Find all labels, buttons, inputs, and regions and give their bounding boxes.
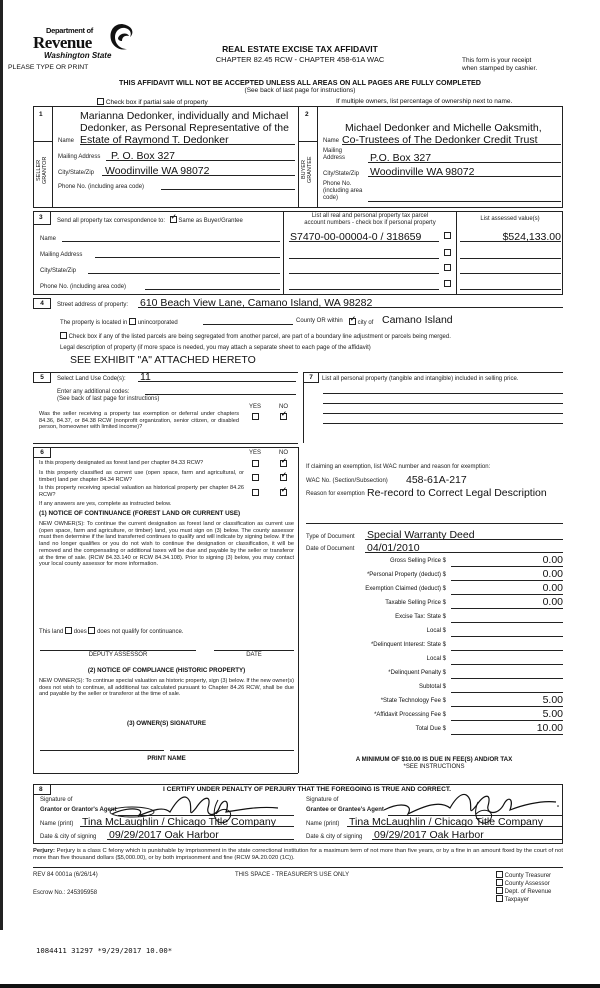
does-label: does [73,629,87,635]
personal-property-line-3[interactable] [323,413,563,414]
amount-value[interactable]: 0.00 [542,596,563,608]
city-of-label: city of [357,320,374,326]
amount-label: Taxable Selling Price $ [385,600,446,606]
amount-label: Excise Tax: State $ [395,614,446,620]
section-3-number: 3 [39,214,43,221]
this-land-label: This land [39,629,64,635]
divider [298,447,299,773]
parcel-header-2: account numbers - check box if personal property [304,219,436,226]
amount-label: *Affidavit Processing Fee $ [374,712,446,718]
logo-line2: Revenue [33,33,92,52]
scan-edge [0,0,3,930]
buyer-name-line2[interactable]: Co-Trustees of The Dedonker Credit Trust [342,134,538,146]
amount-label: Total Due $ [415,726,446,732]
grantor-date-label: Date & city of signing [40,834,97,840]
assessor-date-line[interactable] [214,650,294,651]
reason-extra-line[interactable] [306,523,563,524]
grantee-label: GRANTEE [307,156,314,184]
land-use-field[interactable] [138,381,296,382]
form-title: REAL ESTATE EXCISE TAX AFFIDAVIT [222,44,378,54]
grantor-name-field[interactable] [80,826,294,827]
forest-yes-checkbox[interactable] [252,460,259,467]
grantee-name-label: Name (print) [306,821,340,827]
personal-property-line-2[interactable] [323,403,563,404]
treasurer-use: THIS SPACE - TREASURER'S USE ONLY [235,872,350,878]
perjury-note [33,848,563,862]
amount-delinquent-interest-state[interactable] [305,640,563,651]
no-header-6: NO [279,450,288,456]
copy-checkbox[interactable] [496,887,503,894]
amount-line[interactable] [451,734,563,735]
buyer-mailing-field[interactable] [368,162,561,163]
amount-personal-property[interactable] [305,570,563,581]
historic-no-checkbox[interactable] [280,489,287,496]
amount-line[interactable] [451,664,563,665]
owner-signature-line-2[interactable] [170,750,294,751]
wac-label: WAC No. (Section/Subsection) [306,478,388,484]
grantee-sig-label-2: Grantee or Grantee's Agent [306,807,384,813]
forest-yes[interactable] [252,460,259,468]
historic-no[interactable] [280,489,287,497]
exemption-yes[interactable] [252,413,259,421]
correspondence-row [57,216,243,225]
amount-label: *Personal Property (deduct) $ [366,572,446,578]
street-value[interactable]: 610 Beach View Lane, Camano Island, WA 98282 [140,297,373,309]
form-subtitle: CHAPTER 82.45 RCW - CHAPTER 458-61A WAC [215,55,385,64]
amount-value[interactable]: 5.00 [542,708,563,720]
seller-label: SELLER [36,159,42,181]
parcel-field-1[interactable] [289,241,439,242]
amount-line[interactable] [451,594,563,595]
seller-mailing-value[interactable]: P. O. Box 327 [111,150,176,162]
divider [33,867,563,868]
section-6-number: 6 [33,447,51,458]
mailing-label-1: Mailing [323,148,343,154]
section-7-number: 7 [303,372,319,383]
city-of-value[interactable]: Camano Island [382,314,453,326]
assessed-field-1[interactable] [460,241,561,242]
assessed-field-3[interactable] [460,273,561,274]
question-current-use: Is this property classified as current use (open space, farm and agricultural, or timber) land per chapter 84.34 RCW? [39,470,244,483]
located-label: The property is located in [60,320,128,326]
notice1-title: (1) NOTICE OF CONTINUANCE (FOREST LAND OR CURRENT USE) [39,510,241,517]
amount-line[interactable] [451,622,563,623]
doc-date-value[interactable]: 04/01/2010 [367,542,420,554]
amount-value[interactable]: 5.00 [542,694,563,706]
historic-yes[interactable] [252,489,259,497]
amount-value[interactable]: 0.00 [542,554,563,566]
seller-name-line3[interactable]: Estate of Raymond T. Dedonker [80,134,229,146]
treasurer-stamp: 1084411 31297 *9/29/2017 10.00* [36,946,173,955]
divider [33,458,34,773]
owner-signature-title: (3) OWNER(S) SIGNATURE [127,720,206,727]
divider [283,211,284,295]
perjury-text: Perjury is a class C felony which is punishable by imprisonment in the state correctional institution for a maximum term of not more than five years, or by a fine in an amount fixed by the court of not more than five thousand dollars ($5,000.00), or by both imprisonment and fine (RCW 9A.20.020 (1C)). [33,848,563,861]
historic-yes-checkbox[interactable] [252,489,259,496]
seller-mailing-label: Mailing Address [58,154,101,160]
additional-codes-field[interactable] [145,394,296,395]
yes-header-6: YES [249,450,262,456]
divider [319,372,563,373]
section-1-number: 1 [39,111,43,118]
reason-label: Reason for exemption [306,491,365,497]
buyer-city-value[interactable]: Woodinville WA 98072 [370,166,475,178]
amount-line[interactable] [451,692,563,693]
exemption-no-checkbox[interactable] [280,413,287,420]
copy-taxpayer [496,895,529,904]
segregated-row [60,332,451,341]
parcel-field-2[interactable] [289,258,439,259]
grantor-sig-label-1: Signature of [40,797,73,803]
amount-value[interactable]: 10.00 [536,722,563,734]
reason-value[interactable]: Re-record to Correct Legal Description [367,487,547,499]
personal-property-checkbox[interactable] [444,264,451,271]
divider [33,773,298,774]
doc-type-label: Type of Document [306,534,355,540]
located-row [60,318,178,327]
amount-delinquent-interest-local[interactable] [305,654,563,665]
divider [456,211,457,295]
grantee-date-field[interactable] [372,839,563,840]
corr-mailing-label: Mailing Address [40,252,83,258]
perjury-label: Perjury: [33,848,55,854]
personal-property-checkbox[interactable] [444,249,451,256]
corr-name-field[interactable] [62,241,280,242]
logo-line3: Washington State [44,51,112,60]
does-not-label: does not qualify for continuance. [97,629,184,635]
amount-line[interactable] [451,566,563,567]
city-of-row [349,318,373,327]
county-field[interactable] [203,324,293,325]
divider [303,383,304,443]
logo-line1: Department of [46,26,93,35]
amount-affidavit-processing-fee[interactable] [305,710,563,721]
amount-line[interactable] [451,636,563,637]
multiple-owners-note: If multiple owners, list percentage of ownership next to name. [336,98,513,105]
deputy-assessor-line[interactable] [40,650,196,651]
doc-type-field[interactable] [365,539,563,540]
amount-subtotal[interactable] [305,682,563,693]
exemption-yes-checkbox[interactable] [252,413,259,420]
grantor-label: GRANTOR [42,156,49,184]
copy-checkbox[interactable] [496,895,503,902]
corr-phone-field[interactable] [145,289,280,290]
amount-label: *Delinquent Penalty $ [388,670,446,676]
buyer-city-label: City/State/Zip [323,171,360,177]
grantor-date-field[interactable] [107,839,294,840]
minimum-note: A MINIMUM OF $10.00 IS DUE IN FEE(S) AND/OR TAX [355,756,513,763]
doc-date-label: Date of Document [306,546,355,552]
date-label: DATE [246,652,262,658]
amount-line[interactable] [451,720,563,721]
divider [33,443,298,444]
seller-city-value[interactable]: Woodinville WA 98072 [105,165,210,177]
buyer-city-field[interactable] [368,176,561,177]
scan-edge-bottom [0,984,600,988]
land-use-label: Select Land Use Code(s): [57,376,126,382]
grantee-sig-label-1: Signature of [306,797,339,803]
seller-city-label: City/State/Zip [58,170,95,176]
grantor-name-value[interactable]: Tina McLaughlin / Chicago Title Company [82,816,276,828]
current-use-yes-checkbox[interactable] [252,474,259,481]
amount-label: *Delinquent Interest: State $ [370,642,446,648]
section-8-number: 8 [39,786,43,793]
escrow-row [33,890,97,897]
section-5-number: 5 [33,372,51,383]
personal-property-label: List all personal property (tangible and intangible) included in selling price. [322,376,519,382]
send-correspondence-label: Send all property tax correspondence to: [57,218,166,224]
grantee-name-field[interactable] [347,826,563,827]
parcel-number-1[interactable]: S7470-00-00004-0 / 318659 [290,231,422,243]
phone-label-3: code) [323,194,339,201]
assessed-value-1[interactable]: $524,133.00 [502,231,561,243]
amount-taxable-selling-price[interactable] [305,598,563,609]
phone-label-1: Phone No. [323,181,352,187]
divider [298,106,299,208]
buyer-name-label: Name [323,138,340,144]
copy-label: County Assessor [504,881,550,887]
corr-city-label: City/State/Zip [40,268,77,274]
notice2-text: NEW OWNER(S): To continue special valuation as historic property, sign (3) below. If the new owner(s) does not wish to continue, all additional tax calculated pursuant to Chapter 84.26 RCW, shall be due and payable by the seller or transferor at the time of sale. [39,678,294,698]
parcel-field-4[interactable] [289,289,439,290]
seller-name-line2: Dedonker, as Personal Representative of the [80,122,289,134]
personal-property-checkbox[interactable] [444,232,451,239]
print-name-label: PRINT NAME [147,755,186,762]
current-use-yes[interactable] [252,474,259,482]
additional-codes-note: (See back of last page for instructions) [57,396,160,402]
parcel-personal-3[interactable] [444,264,451,272]
buyer-phone-field[interactable] [368,201,561,202]
receipt-note-1: This form is your receipt [462,57,532,64]
escrow-label: Escrow No.: [33,890,66,896]
amount-line[interactable] [451,678,563,679]
amount-gross-selling-price[interactable] [305,556,563,567]
same-as-buyer-label: Same as Buyer/Grantee [178,218,243,224]
segregated-checkbox[interactable] [60,332,67,339]
parcel-field-3[interactable] [289,273,439,274]
buyer-mailing-value[interactable]: P.O. Box 327 [370,152,432,164]
phone-label-2: (including area [323,187,363,194]
copy-label: Dept. of Revenue [504,889,552,895]
assessed-field-4[interactable] [460,289,561,290]
no-header-5: NO [279,404,288,410]
deputy-assessor-label: DEPUTY ASSESSOR [88,652,148,658]
same-as-buyer-checkbox[interactable] [170,216,177,223]
unincorporated-label: unincorporated [137,320,178,326]
claim-exemption-label: If claiming an exemption, list WAC number and reason for exemption: [306,464,491,470]
form-id: REV 84 0001a (6/26/14) [33,872,98,878]
seller-name-field[interactable] [80,144,295,145]
amount-excise-local[interactable] [305,626,563,637]
amount-line[interactable] [451,608,563,609]
amount-value[interactable]: 0.00 [542,568,563,580]
county-or-within: County OR within [296,318,343,324]
legal-label: Legal description of property (if more space is needed, you may attach a separate sheet to each page of the affidavit) [60,345,371,351]
current-use-no-checkbox[interactable] [280,474,287,481]
copy-label: Taxpayer [504,897,529,903]
escrow-value: 245395958 [67,890,98,896]
street-field[interactable] [138,307,563,308]
amount-label: Local $ [426,628,446,634]
seller-phone-field[interactable] [161,189,295,190]
amount-total-due[interactable] [305,724,563,735]
divider [51,447,298,448]
amount-delinquent-penalty[interactable] [305,668,563,679]
partial-sale-row [97,98,208,106]
amount-value[interactable]: 0.00 [542,582,563,594]
notice1-text: NEW OWNER(S): To continue the current designation as forest land or classification as current use (open space, farm and agriculture, or timber) land, you must sign on (3) below. The county assessor must then determine if the land transferred continues to qualify and will indicate by signing below. If the land no longer qualifies or you do not wish to continue the designation or classification, it will be removed and the compensating or additional taxes will be due and payable by the seller or transferor at the time of sale. (RCW 84.33.140 or RCW 84.34.108). Prior to signing (3) below, you may contact your local county assessor for more information. [39,521,294,568]
additional-codes-label: Enter any additional codes: [57,389,130,395]
divider [317,106,318,208]
section-2-number: 2 [305,111,309,118]
parcel-personal-1[interactable] [444,232,451,240]
exemption-no[interactable] [280,413,287,421]
amount-line[interactable] [451,650,563,651]
grantor-name-label: Name (print) [40,821,74,827]
amount-excise-state[interactable] [305,612,563,623]
amount-exemption-claimed[interactable] [305,584,563,595]
see-back-note: (See back of last page for instructions) [244,87,356,94]
does-qualify-checkbox[interactable] [65,627,72,634]
divider [51,372,298,373]
certify-heading: I CERTIFY UNDER PENALTY OF PERJURY THAT THE FOREGOING IS TRUE AND CORRECT. [163,786,451,793]
amount-line[interactable] [451,580,563,581]
amount-label: Subtotal $ [418,684,446,690]
buyer-name-field[interactable] [342,144,561,145]
parcel-personal-4[interactable] [444,280,451,288]
unincorporated-checkbox[interactable] [129,318,136,325]
parcel-header-1: List all real and personal property tax parcel [311,213,429,219]
amount-state-technology-fee[interactable] [305,696,563,707]
amount-line[interactable] [451,706,563,707]
assessed-header: List assessed value(s) [480,216,540,222]
wac-value[interactable]: 458-61A-217 [406,474,467,486]
yes-header-5: YES [249,404,262,410]
corr-mailing-field[interactable] [95,257,280,258]
seller-name-line1: Marianna Dedonker, individually and Michael [80,110,289,122]
divider [298,141,317,142]
segregated-label: Check box if any of the listed parcels are being segregated from another parcel, are part of a boundary line adjustment or parcels being merged. [68,334,451,340]
see-instructions: *SEE INSTRUCTIONS [403,764,465,770]
copy-checkbox[interactable] [496,879,503,886]
copy-checkbox[interactable] [496,871,503,878]
current-use-no[interactable] [280,474,287,482]
mailing-label-2: Address [323,154,346,161]
notice2-title: (2) NOTICE OF COMPLIANCE (HISTORIC PROPERTY) [87,667,246,674]
buyer-side-label [301,150,315,190]
assessed-field-2[interactable] [460,258,561,259]
does-not-qualify-checkbox[interactable] [88,627,95,634]
amount-label: Gross Selling Price $ [389,558,446,564]
personal-property-line-4[interactable] [323,423,563,424]
forest-no[interactable] [280,460,287,468]
buyer-name-line1: Michael Dedonker and Michelle Oaksmith, [345,122,542,134]
corr-phone-label: Phone No. (including area code) [40,284,127,290]
dor-swirl-icon [108,22,136,52]
copy-label: County Treasurer [504,873,552,879]
question-forest: Is this property designated as forest land per chapter 84.33 RCW? [39,460,204,466]
receipt-note-2: when stamped by cashier. [462,65,538,72]
street-label: Street address of property: [57,302,129,308]
personal-property-checkbox[interactable] [444,280,451,287]
question-historic: Is this property receiving special valuation as historical property per chapter 84.26 RCW? [39,485,244,498]
seller-mailing-field[interactable] [106,160,295,161]
grantor-sig-label-2: Grantor or Grantor's Agent [40,807,117,813]
seller-name-label: Name [58,138,75,144]
partial-sale-label: Check box if partial sale of property [105,99,208,106]
section-4-number: 4 [33,298,51,309]
amount-label: *State Technology Fee $ [380,698,446,704]
please-type: PLEASE TYPE OR PRINT [8,64,89,71]
seller-city-field[interactable] [102,175,295,176]
forest-no-checkbox[interactable] [280,460,287,467]
grantee-name-value[interactable]: Tina McLaughlin / Chicago Title Company [349,816,543,828]
amount-label: Exemption Claimed (deduct) $ [365,586,446,592]
buyer-phone-label [323,181,362,202]
owner-signature-line-1[interactable] [40,750,164,751]
buyer-mailing-label [323,148,345,162]
land-use-value[interactable]: 11 [140,371,151,383]
personal-property-line-1[interactable] [323,393,563,394]
grantee-date-label: Date & city of signing [306,834,363,840]
corr-name-label: Name [40,236,57,242]
if-yes-note: If any answers are yes, complete as instructed below. [39,501,172,507]
grantee-date-value[interactable]: 09/29/2017 Oak Harbor [374,829,484,841]
parcel-header [285,213,455,227]
parcel-personal-2[interactable] [444,249,451,257]
buyer-label: BUYER [301,160,307,180]
amount-label: Local $ [426,656,446,662]
doc-date-field[interactable] [365,552,563,553]
warning-text: THIS AFFIDAVIT WILL NOT BE ACCEPTED UNLESS ALL AREAS ON ALL PAGES ARE FULLY COMPLETED [119,78,481,87]
city-of-checkbox[interactable] [349,318,356,325]
divider [33,141,52,142]
grantor-date-value[interactable]: 09/29/2017 Oak Harbor [109,829,219,841]
seller-phone-label: Phone No. (including area code) [58,184,145,190]
divider [52,106,53,208]
exemption-question: Was the seller receiving a property tax exemption or deferral under chapters 84.36, 84.37, or 84.38 RCW (nonprofit organization, senior citizen, or disabled person, homeowner with limited income)? [39,411,239,431]
doc-type-value[interactable]: Special Warranty Deed [367,529,475,541]
legal-value[interactable]: SEE EXHIBIT "A" ATTACHED HERETO [70,354,256,366]
seller-side-label [36,150,50,190]
partial-sale-checkbox[interactable] [97,98,104,105]
continuance-row [39,627,183,636]
corr-city-field[interactable] [88,273,280,274]
